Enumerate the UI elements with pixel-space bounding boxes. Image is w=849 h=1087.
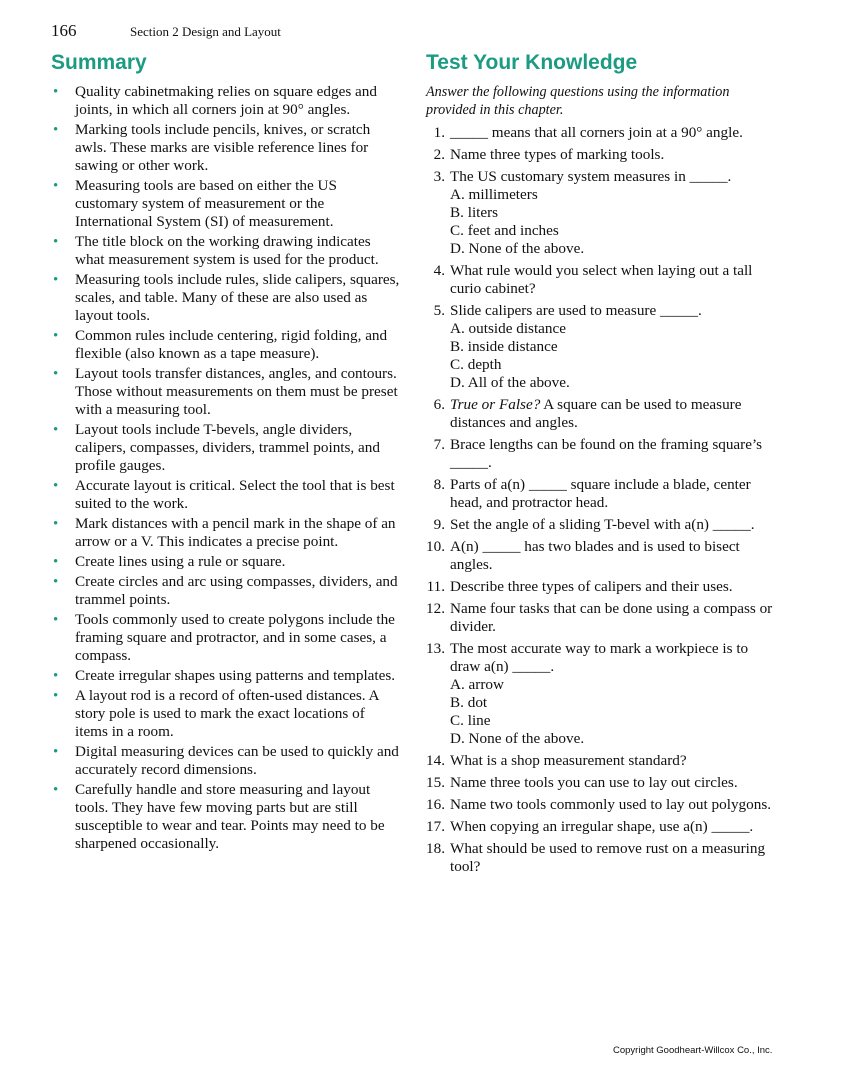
summary-item-text: Marking tools include pencils, knives, or scratch awls. These marks are visible reference lines for sawing or other work. bbox=[75, 121, 371, 174]
summary-list bbox=[51, 83, 401, 853]
question-number: 2. bbox=[433, 146, 445, 163]
summary-item bbox=[51, 611, 401, 665]
question-text: Parts of a(n) _____ square include a blade, center head, and protractor head. bbox=[450, 476, 751, 511]
answer-choice: D. All of the above. bbox=[450, 374, 570, 391]
summary-item-text: The title block on the working drawing indicates what measurement system is used for the product. bbox=[75, 233, 379, 268]
question-text: Name two tools commonly used to lay out polygons. bbox=[450, 796, 772, 813]
question-text: Set the angle of a sliding T-bevel with a(n) _____. bbox=[450, 516, 755, 533]
question-number: 9. bbox=[433, 516, 445, 533]
summary-item bbox=[51, 271, 401, 325]
question-body bbox=[450, 600, 772, 635]
answer-choices bbox=[450, 676, 776, 748]
question-item bbox=[426, 818, 776, 836]
question-item bbox=[426, 124, 776, 142]
summary-item bbox=[51, 477, 401, 513]
summary-item-text: A layout rod is a record of often-used distances. A story pole is used to mark the exact locations of items in a room. bbox=[75, 687, 379, 740]
bullet-icon: • bbox=[53, 178, 59, 194]
question-text: Brace lengths can be found on the framing square’s _____. bbox=[450, 436, 763, 471]
question-text: What is a shop measurement standard? bbox=[450, 752, 687, 769]
question-number: 15. bbox=[426, 774, 445, 791]
summary-item bbox=[51, 365, 401, 419]
question-text: When copying an irregular shape, use a(n) _____. bbox=[450, 818, 754, 835]
bullet-icon: • bbox=[53, 744, 59, 760]
question-body bbox=[450, 516, 755, 533]
question-item bbox=[426, 262, 776, 298]
question-text: The most accurate way to mark a workpiece is to draw a(n) _____. bbox=[450, 640, 749, 675]
question-item bbox=[426, 436, 776, 472]
bullet-icon: • bbox=[53, 688, 59, 704]
summary-item-text: Tools commonly used to create polygons include the framing square and protractor, and in some cases, a compass. bbox=[75, 611, 395, 664]
question-text: A square can be used to measure distances and angles. bbox=[450, 396, 742, 431]
question-body bbox=[450, 796, 771, 813]
question-text: What should be used to remove rust on a measuring tool? bbox=[450, 840, 766, 875]
summary-item bbox=[51, 83, 401, 119]
summary-item bbox=[51, 121, 401, 175]
question-body bbox=[450, 818, 753, 835]
summary-item-text: Accurate layout is critical. Select the tool that is best suited to the work. bbox=[75, 477, 395, 512]
bullet-icon: • bbox=[53, 574, 59, 590]
question-body bbox=[450, 752, 687, 769]
bullet-icon: • bbox=[53, 422, 59, 438]
bullet-icon: • bbox=[53, 366, 59, 382]
question-number: 13. bbox=[426, 640, 445, 657]
question-body bbox=[450, 538, 740, 573]
answer-choices bbox=[450, 186, 776, 258]
question-body bbox=[450, 146, 664, 163]
answer-choice: A. millimeters bbox=[450, 186, 538, 203]
question-item bbox=[426, 774, 776, 792]
answer-choice: A. outside distance bbox=[450, 320, 566, 337]
answer-choice: B. liters bbox=[450, 204, 499, 221]
summary-item-text: Common rules include centering, rigid folding, and flexible (also known as a tape measure). bbox=[75, 327, 388, 362]
question-number: 1. bbox=[433, 124, 445, 141]
question-number: 10. bbox=[426, 538, 445, 555]
summary-item bbox=[51, 515, 401, 551]
summary-item-text: Measuring tools are based on either the US customary system of measurement or the International System (SI) of measurement. bbox=[75, 177, 337, 230]
summary-title: Summary bbox=[51, 51, 147, 74]
question-lead: True or False? bbox=[450, 396, 541, 413]
question-body bbox=[450, 436, 762, 471]
question-number: 5. bbox=[433, 302, 445, 319]
question-text: The US customary system measures in _____. bbox=[450, 168, 732, 185]
question-body bbox=[450, 302, 702, 319]
question-number: 14. bbox=[426, 752, 445, 769]
question-number: 16. bbox=[426, 796, 445, 813]
answer-choice: C. depth bbox=[450, 356, 502, 373]
question-body bbox=[450, 840, 765, 875]
question-text: A(n) _____ has two blades and is used to bisect angles. bbox=[450, 538, 740, 573]
answer-choice: D. None of the above. bbox=[450, 730, 585, 747]
question-number: 8. bbox=[433, 476, 445, 493]
question-item bbox=[426, 396, 776, 432]
summary-column bbox=[51, 50, 401, 855]
answer-choice: B. dot bbox=[450, 694, 488, 711]
question-text: Name three tools you can use to lay out circles. bbox=[450, 774, 738, 791]
question-body bbox=[450, 774, 738, 791]
question-number: 3. bbox=[433, 168, 445, 185]
answer-choice: D. None of the above. bbox=[450, 240, 585, 257]
summary-item-text: Create irregular shapes using patterns and templates. bbox=[75, 667, 396, 684]
section-label: Section 2 Design and Layout bbox=[130, 24, 281, 39]
question-item bbox=[426, 476, 776, 512]
question-text: Describe three types of calipers and their uses. bbox=[450, 578, 733, 595]
question-number: 17. bbox=[426, 818, 445, 835]
question-item bbox=[426, 840, 776, 876]
summary-item bbox=[51, 687, 401, 741]
question-body bbox=[450, 578, 733, 595]
summary-item bbox=[51, 177, 401, 231]
question-item bbox=[426, 796, 776, 814]
bullet-icon: • bbox=[53, 478, 59, 494]
question-number: 18. bbox=[426, 840, 445, 857]
question-item bbox=[426, 516, 776, 534]
bullet-icon: • bbox=[53, 328, 59, 344]
copyright-footer: Copyright Goodheart-Willcox Co., Inc. bbox=[613, 1045, 773, 1056]
summary-item bbox=[51, 781, 401, 853]
question-item bbox=[426, 302, 776, 392]
summary-item-text: Carefully handle and store measuring and layout tools. They have few moving parts but are still susceptible to wear and tear. Points may need to be sharpened occasionally. bbox=[75, 781, 385, 852]
bullet-icon: • bbox=[53, 234, 59, 250]
question-text: What rule would you select when laying out a tall curio cabinet? bbox=[450, 262, 753, 297]
question-text: Name four tasks that can be done using a compass or divider. bbox=[450, 600, 773, 635]
summary-item-text: Layout tools include T-bevels, angle dividers, calipers, compasses, dividers, trammel points, and profile gauges. bbox=[75, 421, 380, 474]
question-item bbox=[426, 578, 776, 596]
quiz-title: Test Your Knowledge bbox=[426, 51, 638, 74]
bullet-icon: • bbox=[53, 554, 59, 570]
summary-item bbox=[51, 327, 401, 363]
answer-choices bbox=[450, 320, 776, 392]
question-body bbox=[450, 396, 741, 431]
question-item bbox=[426, 146, 776, 164]
summary-item bbox=[51, 233, 401, 269]
summary-item bbox=[51, 553, 401, 571]
question-item bbox=[426, 168, 776, 258]
question-number: 4. bbox=[433, 262, 445, 279]
answer-choice: B. inside distance bbox=[450, 338, 558, 355]
question-text: Slide calipers are used to measure _____. bbox=[450, 302, 702, 319]
question-number: 6. bbox=[433, 396, 445, 413]
quiz-intro: Answer the following questions using the information provided in this chapter. bbox=[426, 84, 730, 118]
summary-item bbox=[51, 573, 401, 609]
summary-item bbox=[51, 421, 401, 475]
answer-choice: C. feet and inches bbox=[450, 222, 559, 239]
bullet-icon: • bbox=[53, 516, 59, 532]
summary-item-text: Create circles and arc using compasses, dividers, and trammel points. bbox=[75, 573, 398, 608]
summary-item-text: Digital measuring devices can be used to quickly and accurately record dimensions. bbox=[75, 743, 399, 778]
summary-item-text: Create lines using a rule or square. bbox=[75, 553, 286, 570]
summary-item bbox=[51, 667, 401, 685]
summary-item-text: Mark distances with a pencil mark in the shape of an arrow or a V. This indicates a precise point. bbox=[75, 515, 396, 550]
question-list bbox=[426, 124, 776, 876]
question-number: 12. bbox=[426, 600, 445, 617]
summary-item-text: Layout tools transfer distances, angles, and contours. Those without measurements on them must be preset with a measuring tool. bbox=[75, 365, 398, 418]
bullet-icon: • bbox=[53, 272, 59, 288]
question-item bbox=[426, 752, 776, 770]
question-item bbox=[426, 538, 776, 574]
summary-item-text: Measuring tools include rules, slide calipers, squares, scales, and table. Many of these are also used as layout tools. bbox=[75, 271, 400, 324]
question-text: _____ means that all corners join at a 90° angle. bbox=[450, 124, 743, 141]
question-item bbox=[426, 600, 776, 636]
answer-choice: A. arrow bbox=[450, 676, 504, 693]
bullet-icon: • bbox=[53, 612, 59, 628]
question-number: 11. bbox=[426, 578, 445, 595]
question-body bbox=[450, 640, 748, 675]
question-body bbox=[450, 168, 731, 185]
question-number: 7. bbox=[433, 436, 445, 453]
page-number: 166 bbox=[51, 21, 77, 40]
question-body bbox=[450, 476, 751, 511]
bullet-icon: • bbox=[53, 84, 59, 100]
answer-choice: C. line bbox=[450, 712, 491, 729]
question-body bbox=[450, 124, 743, 141]
question-item bbox=[426, 640, 776, 748]
summary-item bbox=[51, 743, 401, 779]
bullet-icon: • bbox=[53, 122, 59, 138]
quiz-column bbox=[426, 50, 776, 880]
question-text: Name three types of marking tools. bbox=[450, 146, 665, 163]
summary-item-text: Quality cabinetmaking relies on square edges and joints, in which all corners join at 90° angles. bbox=[75, 83, 377, 118]
bullet-icon: • bbox=[53, 782, 59, 798]
question-body bbox=[450, 262, 752, 297]
bullet-icon: • bbox=[53, 668, 59, 684]
